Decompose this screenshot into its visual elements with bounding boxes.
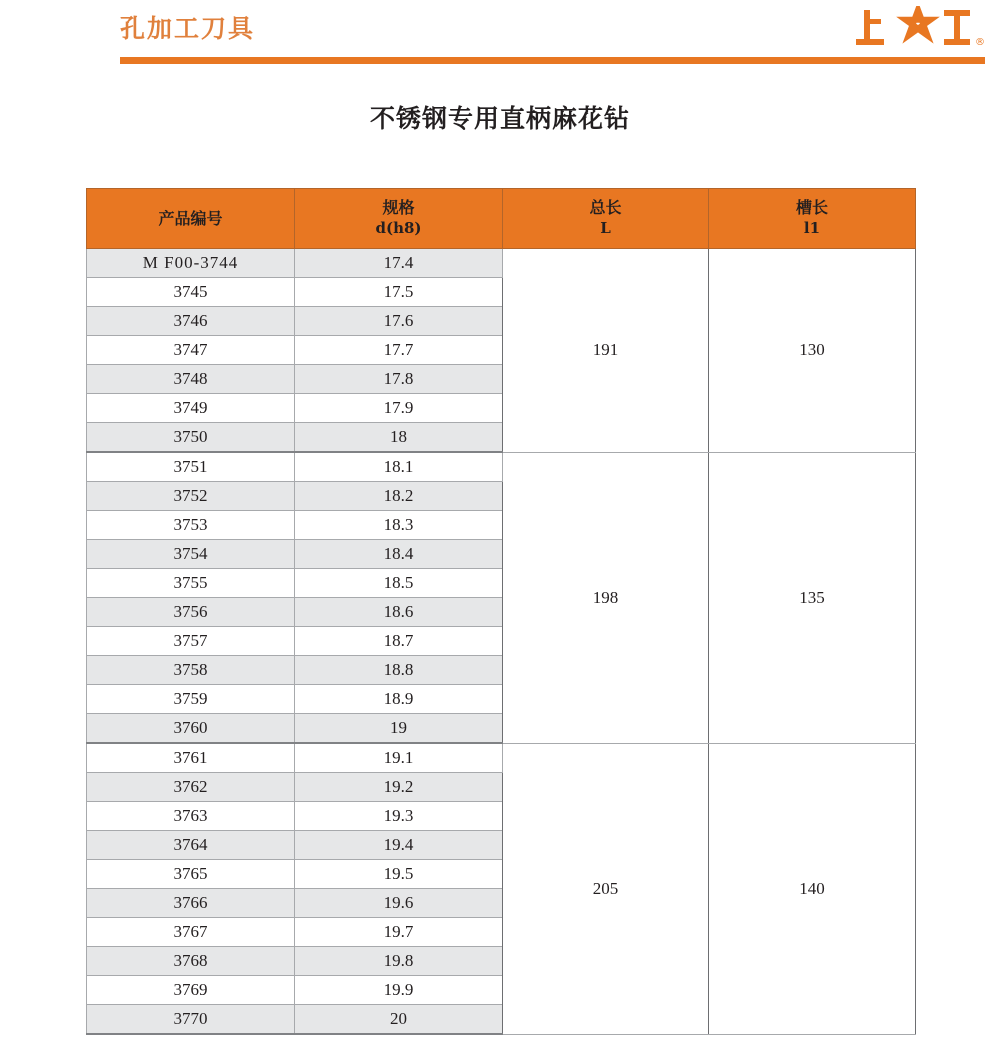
column-header-sublabel: d(h8) bbox=[375, 219, 422, 237]
cell-spec-diameter: 18.2 bbox=[295, 482, 503, 511]
cell-flute-length: 130 bbox=[709, 249, 916, 453]
cell-spec-diameter: 18.3 bbox=[295, 511, 503, 540]
cell-product-code: 3752 bbox=[87, 482, 295, 511]
cell-product-code: 3747 bbox=[87, 336, 295, 365]
cell-spec-diameter: 17.6 bbox=[295, 307, 503, 336]
table-row bbox=[87, 743, 916, 773]
cell-product-code: 3764 bbox=[87, 831, 295, 860]
cell-product-code: 3757 bbox=[87, 627, 295, 656]
cell-product-code: 3761 bbox=[87, 743, 295, 773]
cell-spec-diameter: 18.1 bbox=[295, 452, 503, 482]
cell-spec-diameter: 19.7 bbox=[295, 918, 503, 947]
cell-spec-diameter: 18.8 bbox=[295, 656, 503, 685]
cell-spec-diameter: 19.3 bbox=[295, 802, 503, 831]
cell-spec-diameter: 18.6 bbox=[295, 598, 503, 627]
cell-spec-diameter: 18.4 bbox=[295, 540, 503, 569]
section-title: 孔加工刀具 bbox=[120, 14, 256, 43]
column-header-label: 槽长 bbox=[795, 198, 828, 217]
cell-product-code: 3755 bbox=[87, 569, 295, 598]
cell-spec-diameter: 18.5 bbox=[295, 569, 503, 598]
cell-product-code: 3759 bbox=[87, 685, 295, 714]
cell-product-code: 3746 bbox=[87, 307, 295, 336]
cell-total-length: 198 bbox=[503, 452, 709, 743]
cell-spec-diameter: 19 bbox=[295, 714, 503, 744]
table-row bbox=[87, 249, 916, 278]
cell-spec-diameter: 18.7 bbox=[295, 627, 503, 656]
cell-product-code: 3754 bbox=[87, 540, 295, 569]
cell-product-code: M F00-3744 bbox=[87, 249, 295, 278]
cell-spec-diameter: 19.2 bbox=[295, 773, 503, 802]
cell-spec-diameter: 17.9 bbox=[295, 394, 503, 423]
cell-product-code: 3763 bbox=[87, 802, 295, 831]
spec-table-head bbox=[87, 189, 916, 249]
column-header-label: 规格 bbox=[382, 198, 415, 217]
header-divider-rule bbox=[120, 57, 985, 64]
column-header-spec bbox=[295, 189, 503, 249]
column-header-flute-length bbox=[709, 189, 916, 249]
column-header-sublabel: l1 bbox=[803, 219, 821, 237]
cell-total-length: 205 bbox=[503, 743, 709, 1034]
cell-product-code: 3766 bbox=[87, 889, 295, 918]
column-header-sublabel: L bbox=[600, 219, 611, 237]
cell-product-code: 3767 bbox=[87, 918, 295, 947]
column-header-label: 总长 bbox=[589, 198, 622, 217]
table-header-row bbox=[87, 189, 916, 249]
cell-product-code: 3756 bbox=[87, 598, 295, 627]
cell-product-code: 3748 bbox=[87, 365, 295, 394]
cell-spec-diameter: 19.8 bbox=[295, 947, 503, 976]
cell-flute-length: 140 bbox=[709, 743, 916, 1034]
cell-spec-diameter: 19.1 bbox=[295, 743, 503, 773]
cell-product-code: 3758 bbox=[87, 656, 295, 685]
registered-trademark-icon: ® bbox=[975, 37, 985, 48]
cell-product-code: 3749 bbox=[87, 394, 295, 423]
page-header bbox=[0, 0, 1000, 72]
cell-spec-diameter: 17.5 bbox=[295, 278, 503, 307]
cell-spec-diameter: 19.5 bbox=[295, 860, 503, 889]
cell-spec-diameter: 18.9 bbox=[295, 685, 503, 714]
column-header-label: 产品编号 bbox=[158, 208, 223, 228]
cell-product-code: 3768 bbox=[87, 947, 295, 976]
brand-logo bbox=[856, 4, 985, 50]
cell-product-code: 3753 bbox=[87, 511, 295, 540]
cell-product-code: 3769 bbox=[87, 976, 295, 1005]
cell-flute-length: 135 bbox=[709, 452, 916, 743]
cell-product-code: 3762 bbox=[87, 773, 295, 802]
cell-spec-diameter: 17.8 bbox=[295, 365, 503, 394]
cell-product-code: 3745 bbox=[87, 278, 295, 307]
table-row bbox=[87, 452, 916, 482]
cell-product-code: 3770 bbox=[87, 1005, 295, 1035]
column-header-total-length bbox=[503, 189, 709, 249]
cell-product-code: 3751 bbox=[87, 452, 295, 482]
cell-spec-diameter: 17.4 bbox=[295, 249, 503, 278]
cell-spec-diameter: 19.4 bbox=[295, 831, 503, 860]
cell-product-code: 3765 bbox=[87, 860, 295, 889]
shanggong-logo-icon bbox=[856, 6, 974, 50]
cell-spec-diameter: 20 bbox=[295, 1005, 503, 1035]
cell-spec-diameter: 19.6 bbox=[295, 889, 503, 918]
column-header-product-code bbox=[87, 189, 295, 249]
cell-total-length: 191 bbox=[503, 249, 709, 453]
spec-table-container bbox=[86, 188, 915, 1035]
page-title: 不锈钢专用直柄麻花钻 bbox=[369, 104, 630, 133]
cell-product-code: 3750 bbox=[87, 423, 295, 453]
spec-table bbox=[86, 188, 916, 1035]
spec-table-body bbox=[87, 249, 916, 1035]
cell-spec-diameter: 17.7 bbox=[295, 336, 503, 365]
cell-product-code: 3760 bbox=[87, 714, 295, 744]
cell-spec-diameter: 18 bbox=[295, 423, 503, 453]
cell-spec-diameter: 19.9 bbox=[295, 976, 503, 1005]
